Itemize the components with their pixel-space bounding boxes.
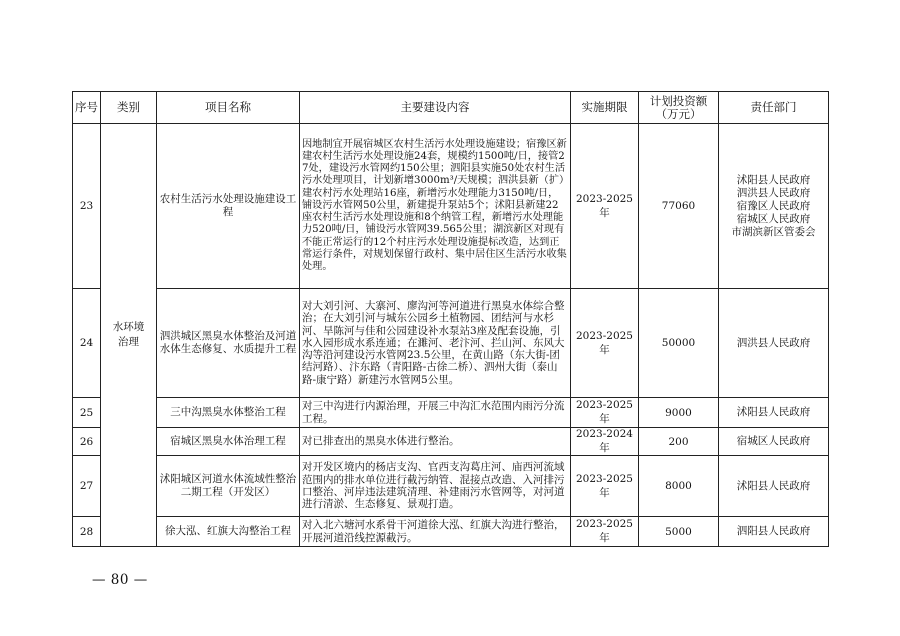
project-period: 2023-2025年 xyxy=(571,289,639,398)
project-content: 因地制宜开展宿城区农村生活污水处理设施建设；宿豫区新建农村生活污水处理设施24套，规模约1500吨/日，接管27处，建设污水管网约150公里；泗阳县实施50处农村生活污水处理项目，计划新增3000m³/天规模；泗洪县新（扩）建农村污水处理站16座，新增污水处理能力3150吨/日，铺设污水管网50公里，新建提升泵站5个；沭阳县新建22座农村生活污水处理设施和8个纳管工程，新增污水处理能力520吨/日，铺设污水管网39.565公里；湖滨新区对现有不能正常运行的12个村庄污水处理设施提标改造，达到正常运行条件，对规划保留行政村、集中居住区生活污水收集处理。 xyxy=(300,124,571,289)
responsible-department xyxy=(719,398,829,428)
header-content: 主要建设内容 xyxy=(300,92,571,124)
department-line: 沭阳县人民政府 xyxy=(736,173,811,186)
project-investment: 50000 xyxy=(639,289,719,398)
department-line: 市湖滨新区管委会 xyxy=(731,225,816,238)
department-line: 沭阳县人民政府 xyxy=(736,479,811,492)
row-number: 26 xyxy=(73,428,101,456)
project-name: 三中沟黑臭水体整治工程 xyxy=(157,398,300,428)
project-investment: 5000 xyxy=(639,517,719,547)
project-period: 2023-2024年 xyxy=(571,428,639,456)
table-row xyxy=(73,398,829,428)
header-row xyxy=(73,92,829,124)
project-period: 2023-2025年 xyxy=(571,398,639,428)
table-row xyxy=(73,428,829,456)
department-line: 泗洪县人民政府 xyxy=(736,186,811,199)
department-line: 泗阳县人民政府 xyxy=(736,525,811,537)
project-name: 宿城区黑臭水体治理工程 xyxy=(157,428,300,456)
department-line: 宿豫区人民政府 xyxy=(736,199,811,212)
responsible-department xyxy=(719,456,829,517)
category-cell: 水环境治理 xyxy=(101,124,157,547)
project-investment: 200 xyxy=(639,428,719,456)
responsible-department xyxy=(719,517,829,547)
department-line: 沭阳县人民政府 xyxy=(736,406,811,418)
project-content: 对已排查出的黑臭水体进行整治。 xyxy=(300,428,571,456)
project-content: 对入北六塘河水系骨干河道徐大泓、红旗大沟进行整治，开展河道沿线控源截污。 xyxy=(300,517,571,547)
project-name: 农村生活污水处理设施建设工程 xyxy=(157,124,300,289)
table-row xyxy=(73,124,829,289)
department-line: 宿城区人民政府 xyxy=(736,435,811,447)
row-number: 25 xyxy=(73,398,101,428)
table-row xyxy=(73,517,829,547)
department-line: 泗洪县人民政府 xyxy=(736,336,811,349)
header-no: 序号 xyxy=(73,92,101,124)
header-investment: 计划投资额（万元） xyxy=(639,92,719,124)
header-period: 实施期限 xyxy=(571,92,639,124)
row-number: 23 xyxy=(73,124,101,289)
project-name: 徐大泓、红旗大沟整治工程 xyxy=(157,517,300,547)
responsible-department xyxy=(719,428,829,456)
project-name: 沭阳城区河道水体流域性整治二期工程（开发区） xyxy=(157,456,300,517)
project-table xyxy=(72,91,829,547)
table-row xyxy=(73,289,829,398)
header-project: 项目名称 xyxy=(157,92,300,124)
row-number: 28 xyxy=(73,517,101,547)
project-period: 2023-2025年 xyxy=(571,517,639,547)
header-category: 类别 xyxy=(101,92,157,124)
project-period: 2023-2025年 xyxy=(571,124,639,289)
project-investment: 8000 xyxy=(639,456,719,517)
project-content: 对开发区境内的杨店支沟、官西支沟葛庄河、庙西河流域范围内的排水单位进行截污纳管、混接点改造、入河排污口整治、河岸违法建筑清理、补建雨污水管网等，对河道进行清淤、生态修复、景观打造。 xyxy=(300,456,571,517)
project-investment: 77060 xyxy=(639,124,719,289)
project-content: 对三中沟进行内源治理，开展三中沟汇水范围内雨污分流工程。 xyxy=(300,398,571,428)
row-number: 24 xyxy=(73,289,101,398)
header-department: 责任部门 xyxy=(719,92,829,124)
page-number: — 80 — xyxy=(92,572,148,588)
department-line: 宿城区人民政府 xyxy=(736,212,811,225)
row-number: 27 xyxy=(73,456,101,517)
project-name: 泗洪城区黑臭水体整治及河道水体生态修复、水质提升工程 xyxy=(157,289,300,398)
project-investment: 9000 xyxy=(639,398,719,428)
project-period: 2023-2025年 xyxy=(571,456,639,517)
responsible-department xyxy=(719,124,829,289)
project-content: 对大刘引河、大寨河、廖沟河等河道进行黑臭水体综合整治；在大刘引河与城东公园乡土植物园、团结河与水杉河、旱陈河与佳和公园建设补水泵站3座及配套设施，引水入园形成水系连通；在濉河、老汴河、拦山河、东风大沟等沿河建设污水管网23.5公里，在黄山路（东大街-团结河路）、汴东路（青阳路-古徐二桥）、泗州大街（泰山路-康宁路）新建污水管网5公里。 xyxy=(300,289,571,398)
responsible-department xyxy=(719,289,829,398)
table-row xyxy=(73,456,829,517)
